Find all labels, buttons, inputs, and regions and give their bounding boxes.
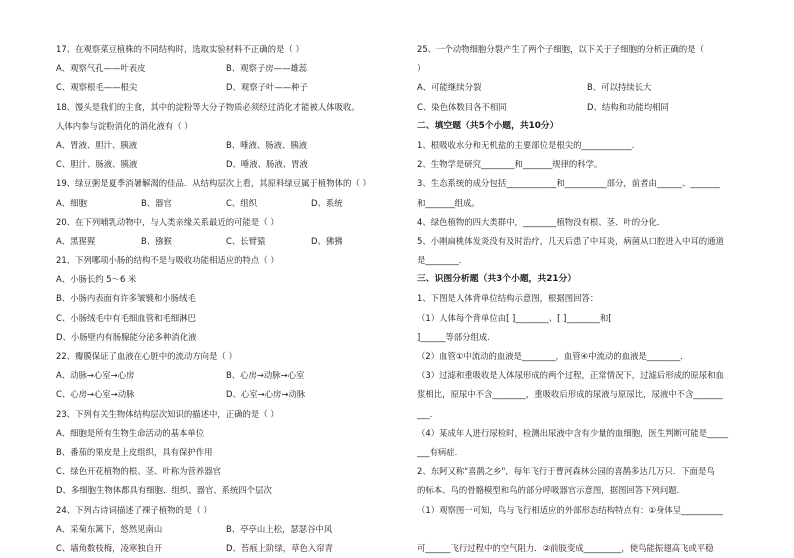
answer-options bbox=[56, 59, 396, 78]
answer-options bbox=[56, 136, 396, 155]
question-line: 是________． bbox=[417, 255, 468, 266]
answer-option-c: C、组织 bbox=[226, 197, 257, 208]
question-line: ___． bbox=[417, 408, 438, 419]
answer-option-b: D、心室→心房→动脉 bbox=[226, 389, 306, 400]
answer-option-d: D、系统 bbox=[311, 197, 343, 208]
answer-option-b: D、结构和功能均相同 bbox=[587, 101, 669, 112]
question-line: 可______飞行过程中的空气阻力．②前肢变成_________，使鸟能振翅高飞或平稳 bbox=[417, 542, 714, 553]
question-line: 24、下列古诗词描述了裸子植物的是（ ） bbox=[56, 504, 212, 515]
answer-option-b: B、唾液、肠液、胰液 bbox=[226, 139, 308, 150]
question-line: 21、下列哪项小肠的结构不是与吸收功能相适应的特点（ ） bbox=[56, 255, 279, 266]
question-line: B、小肠内表面有许多皱襞和小肠绒毛 bbox=[56, 293, 196, 304]
question-line: 1、下图是人体背单位结构示意图，根据图回答： bbox=[417, 293, 599, 304]
question-line: 23、下列有关生物体结构层次知识的描述中，正确的是（ ） bbox=[56, 408, 279, 419]
answer-options bbox=[56, 194, 396, 213]
section-heading: 三、识图分析题（共3个小题，共21分） bbox=[417, 274, 577, 285]
right-column bbox=[417, 40, 757, 558]
answer-option-b: B、器官 bbox=[141, 197, 172, 208]
answer-option-b: B、可以持续长大 bbox=[587, 82, 652, 93]
answer-option-b: B、猕猴 bbox=[141, 235, 172, 246]
answer-option-a: A、观察气孔——叶表皮 bbox=[56, 63, 146, 74]
question-line: ___有病症． bbox=[417, 446, 464, 457]
question-line: 20、在下列哺乳动物中，与人类亲缘关系最近的可能是（ ） bbox=[56, 216, 279, 227]
question-line: C、小肠绒毛中有毛细血管和毛细淋巴 bbox=[56, 312, 196, 323]
answer-option-b: D、苔痕上阶绿，草色入帘青 bbox=[226, 542, 333, 553]
answer-option-a: C、墙角数枝梅，凌寒独自开 bbox=[56, 542, 163, 553]
question-line: B、番茄的果皮是上皮组织，具有保护作用 bbox=[56, 446, 213, 457]
answer-options bbox=[417, 98, 757, 117]
question-line: A、细胞是所有生物生命活动的基本单位 bbox=[56, 427, 205, 438]
question-line: 和_______组成。 bbox=[417, 197, 480, 208]
question-line: （1）观察图一可知，鸟与飞行相适应的外部形态结构特点有：①身体呈__________ bbox=[417, 504, 723, 515]
question-line: 2、东阿又称"喜鹊之乡"，每年飞行于曹河森林公园的喜鹊多达几万只．下面是鸟 bbox=[417, 466, 715, 477]
answer-option-b: D、观察子叶——种子 bbox=[226, 82, 308, 93]
question-line: D、多细胞生物体都具有细胞、组织、器官、系统四个层次 bbox=[56, 485, 272, 496]
question-line: 22、瓣膜保证了血液在心脏中的流动方向是（ ） bbox=[56, 351, 237, 361]
answer-option-a: A、动脉→心室→心房 bbox=[56, 370, 135, 381]
answer-options bbox=[56, 232, 396, 251]
answer-options bbox=[56, 155, 396, 174]
answer-option-a: A、可能继续分裂 bbox=[417, 82, 482, 93]
question-line: （4）某成年人进行尿检时，检测出尿液中含有少量的血细胞，医生判断可能是_____ bbox=[417, 427, 729, 438]
answer-options bbox=[56, 366, 396, 385]
answer-option-d: D、狒狒 bbox=[311, 235, 343, 246]
question-line: ]______等部分组成． bbox=[417, 331, 496, 342]
question-line: 1、根吸收水分和无机盐的主要部位是根尖的____________． bbox=[417, 139, 641, 150]
section-heading: 二、填空题（共5个小题，共10分） bbox=[417, 120, 559, 131]
question-line: （1）人体每个背单位由[ ]________、[ ]________和[ bbox=[417, 312, 612, 323]
question-line: A、小肠长约 5～6 米 bbox=[56, 274, 137, 285]
question-line: 3、生态系统的成分包括____________和__________部分，前者由______、_______ bbox=[417, 178, 720, 189]
question-line: 5、小刚扁桃体发炎没有及时治疗，几天后患了中耳炎，病菌从口腔进入中耳的通道 bbox=[417, 235, 724, 246]
question-line bbox=[417, 520, 757, 539]
answer-options bbox=[56, 539, 396, 558]
question-line: 19、绿豆粥是夏季消暑解渴的佳品．从结构层次上看，其原料绿豆属于植物体的（ ） bbox=[56, 178, 371, 189]
answer-option-b: B、亭亭山上松，瑟瑟谷中风 bbox=[226, 523, 333, 534]
answer-option-b: B、心房→动脉→心室 bbox=[226, 370, 305, 381]
question-line: 人体内参与淀粉消化的消化液有（ ） bbox=[56, 120, 193, 131]
answer-options bbox=[56, 78, 396, 97]
question-line: （2）血管①中流动的血液是________，血管④中流动的血液是________． bbox=[417, 351, 689, 361]
question-line: 17、在观察菜豆植株的不同结构时，选取实验材料不正确的是（ ） bbox=[56, 44, 304, 54]
answer-option-a: C、胆汁、肠液、胰液 bbox=[56, 159, 138, 170]
answer-option-c: C、长臂猿 bbox=[226, 235, 266, 246]
answer-option-a: C、心房→心室→动脉 bbox=[56, 389, 135, 400]
answer-options bbox=[56, 520, 396, 539]
answer-option-a: C、染色体数目各不相同 bbox=[417, 101, 507, 112]
question-line: 4、绿色植物的四大类群中，________植物没有根、茎、叶的分化． bbox=[417, 216, 666, 227]
answer-option-a: A、胃液、胆汁、胰液 bbox=[56, 139, 138, 150]
left-column bbox=[56, 40, 396, 558]
question-line: 浆相比，原尿中不含________，重吸收后形成的尿液与原尿比，尿液中不含_______ bbox=[417, 389, 723, 400]
question-line: D、小肠壁内有肠腺能分泌多种消化液 bbox=[56, 331, 197, 342]
answer-option-a: A、黑猩猩 bbox=[56, 235, 96, 246]
answer-options bbox=[417, 78, 757, 97]
answer-option-a: C、观察根毛——根尖 bbox=[56, 82, 138, 93]
answer-option-b: B、观察子房——雄蕊 bbox=[226, 63, 308, 74]
question-line: 18、馒头是我们的主食，其中的淀粉等大分子物质必须经过消化才能被人体吸收。 bbox=[56, 101, 360, 112]
question-line: （3）过滤和重吸收是人体尿形成的两个过程，正常情况下，过滤后形成的原尿和血 bbox=[417, 370, 724, 381]
answer-option-a: A、采菊东篱下，悠然见南山 bbox=[56, 523, 163, 534]
question-line: 2、生物学是研究________和_______规律的科学。 bbox=[417, 159, 603, 170]
answer-option-b: D、唾液、肠液、胃液 bbox=[226, 159, 308, 170]
question-line: ） bbox=[417, 63, 426, 74]
question-line: 25、一个动物细胞分裂产生了两个子细胞，以下关于子细胞的分析正确的是（ bbox=[417, 44, 705, 54]
answer-options bbox=[56, 385, 396, 404]
answer-option-a: A、细胞 bbox=[56, 197, 87, 208]
question-line: C、绿色开花植物的根、茎、叶称为营养器官 bbox=[56, 466, 221, 477]
question-line: 的标本、鸟的骨骼模型和鸟的部分呼吸器官示意图，据图回答下列问题． bbox=[417, 485, 685, 496]
